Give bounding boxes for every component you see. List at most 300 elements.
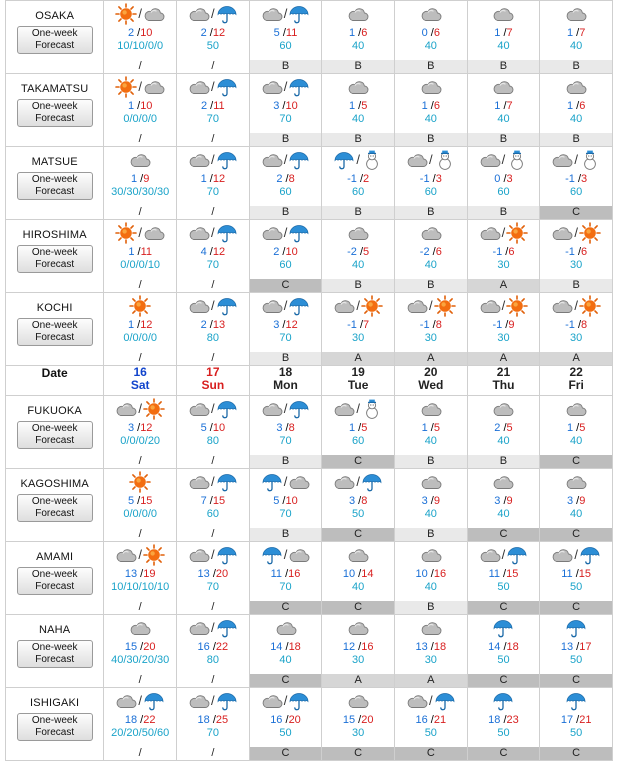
city-name: NAHA (38, 624, 71, 636)
weather-icons (104, 2, 176, 26)
rain-icon (288, 690, 310, 712)
temp-min: 17 (560, 714, 574, 726)
temp-separator: / (355, 495, 362, 507)
temp-separator: / (279, 27, 286, 39)
weather-icons (250, 543, 322, 567)
weather-separator: / (574, 298, 578, 313)
temp-min: 1 (494, 27, 501, 39)
weather-icons (322, 221, 394, 245)
reliability: / (211, 60, 215, 72)
temp-min: 5 (127, 495, 135, 507)
temp-max: 6 (433, 100, 440, 112)
temp-separator: / (427, 27, 434, 39)
weather-separator: / (283, 6, 288, 21)
weather-separator: / (356, 152, 360, 167)
temp-min: -1 (492, 319, 503, 331)
city-name: AMAMI (36, 551, 74, 563)
rain-icon (261, 544, 283, 566)
precipitation-probability: 70 (279, 332, 292, 344)
reliability: / (138, 455, 142, 467)
precipitation-probability: 0/0/0/0 (123, 113, 157, 125)
temp-max: 9 (579, 495, 586, 507)
cloud-icon (188, 222, 210, 244)
temp-separator: / (282, 568, 289, 580)
temp-separator: / (282, 422, 289, 434)
precipitation-probability: 70 (279, 435, 292, 447)
sun-icon (361, 295, 383, 317)
date-cell (177, 366, 250, 396)
forecast-cell (177, 615, 250, 688)
temp-separator: / (500, 714, 507, 726)
temperature (322, 641, 394, 654)
weather-separator: / (211, 401, 215, 416)
reliability: B (395, 206, 467, 219)
precipitation-probability: 50 (497, 727, 510, 739)
precipitation-probability: 70 (206, 113, 219, 125)
temp-separator: / (134, 100, 141, 112)
temp-min: 14 (488, 641, 501, 653)
forecast-cell (467, 74, 540, 147)
reliability: A (395, 352, 467, 365)
weather-separator: / (211, 152, 215, 167)
temp-min: 11 (488, 568, 500, 580)
date-day: 17 (206, 365, 220, 379)
rain-icon (216, 690, 238, 712)
reliability: C (468, 528, 540, 541)
temp-separator: / (427, 100, 434, 112)
cloud-icon (565, 76, 587, 98)
temp-min: 16 (197, 641, 210, 653)
temp-max: 10 (285, 246, 298, 258)
cloud-icon (188, 398, 210, 420)
precipitation-probability: 30 (352, 654, 365, 666)
temp-min: 2 (200, 319, 207, 331)
cloud-icon (333, 398, 355, 420)
cloud-icon (261, 222, 283, 244)
reliability: B (468, 206, 540, 219)
temp-max: 17 (579, 641, 592, 653)
weather-icons (395, 221, 467, 245)
temperature (395, 714, 467, 727)
reliability: C (540, 674, 612, 687)
sun-icon (143, 398, 165, 420)
temp-min: 13 (415, 641, 428, 653)
weather-icons (395, 148, 467, 172)
temp-max: 5 (433, 422, 440, 434)
temp-separator: / (427, 422, 434, 434)
temp-min: 1 (348, 422, 356, 434)
rain-icon (565, 617, 587, 639)
temperature (540, 319, 612, 332)
temp-separator: / (574, 173, 582, 185)
temp-max: 18 (506, 641, 519, 653)
temp-separator: / (206, 422, 213, 434)
temperature (540, 568, 612, 581)
cloud-icon (115, 544, 137, 566)
precipitation-probability: 40 (352, 40, 365, 52)
one-week-forecast-button[interactable]: One-week Forecast (17, 713, 93, 741)
temp-max: 8 (288, 173, 295, 185)
reliability: / (138, 352, 142, 364)
temp-min: 14 (270, 641, 283, 653)
temp-separator: / (355, 641, 362, 653)
temp-max: 7 (363, 319, 370, 331)
temp-separator: / (279, 495, 286, 507)
temperature (177, 641, 249, 654)
temp-separator: / (134, 319, 141, 331)
date-cell (322, 366, 395, 396)
temperature (177, 319, 249, 332)
temp-separator: / (427, 495, 434, 507)
weekly-forecast-table (5, 0, 613, 761)
sun-icon (115, 3, 137, 25)
one-week-forecast-button[interactable]: One-week Forecast (17, 318, 93, 346)
date-day: 19 (351, 365, 365, 379)
one-week-forecast-button[interactable]: One-week Forecast (17, 567, 93, 595)
weather-separator: / (138, 401, 142, 416)
forecast-cell (322, 1, 395, 74)
weather-icons (104, 470, 176, 494)
forecast-cell (322, 220, 395, 293)
precipitation-probability: 70 (279, 508, 292, 520)
city-name: TAKAMATSU (20, 83, 89, 95)
cloud-icon (565, 398, 587, 420)
cloud-icon (420, 398, 442, 420)
weather-separator: / (501, 298, 506, 313)
temp-min: -1 (419, 173, 430, 185)
temp-max: 9 (143, 173, 150, 185)
temp-max: 6 (361, 27, 368, 39)
temp-separator: / (137, 641, 144, 653)
reliability: / (138, 528, 142, 540)
precipitation-probability: 20/20/50/60 (111, 727, 170, 739)
weather-icons (104, 294, 176, 318)
temp-separator: / (573, 714, 580, 726)
sun-icon (143, 544, 165, 566)
cloud-icon (188, 3, 210, 25)
date-weekday: Fri (568, 378, 584, 392)
date-weekday: Sun (201, 378, 225, 392)
weather-icons (177, 148, 249, 172)
temp-min: 15 (124, 641, 138, 653)
date-label-cell (6, 366, 104, 396)
temperature (540, 641, 612, 654)
temp-max: 13 (212, 319, 226, 331)
temperature (250, 246, 322, 259)
temp-separator: / (134, 27, 141, 39)
precipitation-probability: 40 (352, 113, 365, 125)
forecast-cell (394, 220, 467, 293)
temperature (468, 641, 540, 654)
precipitation-probability: 50 (497, 581, 510, 593)
temperature (540, 495, 612, 508)
temp-max: 6 (433, 27, 440, 39)
rain-icon (361, 471, 383, 493)
temp-max: 5 (361, 100, 368, 112)
one-week-forecast-button[interactable]: One-week Forecast (17, 172, 93, 200)
temp-separator: / (500, 422, 507, 434)
temp-max: 21 (433, 714, 447, 726)
temp-min: 1 (566, 422, 574, 434)
weather-icons (104, 397, 176, 421)
temp-max: 15 (506, 568, 519, 580)
weather-icons (104, 148, 176, 172)
one-week-forecast-button[interactable]: One-week Forecast (17, 494, 93, 522)
weather-icons (177, 689, 249, 713)
city-row (6, 396, 613, 469)
weather-icons (468, 616, 540, 640)
city-cell (6, 396, 104, 469)
weather-separator: / (574, 547, 578, 562)
forecast-cell (540, 220, 613, 293)
cloud-icon (333, 471, 355, 493)
temp-min: 2 (201, 100, 208, 112)
weather-icons (322, 2, 394, 26)
precipitation-probability: 30 (497, 259, 510, 271)
rain-icon (333, 149, 355, 171)
temp-min: 10 (415, 568, 428, 580)
temp-max: 25 (215, 714, 229, 726)
temp-max: 7 (506, 27, 513, 39)
temp-separator: / (137, 714, 144, 726)
cloud-icon (551, 222, 573, 244)
temp-min: 1 (127, 319, 135, 331)
precipitation-probability: 60 (279, 186, 292, 198)
weather-icons (540, 543, 612, 567)
temp-separator: / (502, 246, 509, 258)
temp-max: 3 (581, 173, 588, 185)
one-week-forecast-button[interactable]: One-week Forecast (17, 245, 93, 273)
precipitation-probability: 60 (352, 435, 365, 447)
temp-max: 20 (143, 641, 156, 653)
forecast-cell (394, 542, 467, 615)
cloud-icon (347, 617, 369, 639)
temp-separator: / (279, 319, 286, 331)
temp-min: 16 (415, 714, 428, 726)
one-week-forecast-button[interactable]: One-week Forecast (17, 26, 93, 54)
cloud-icon (479, 544, 501, 566)
cloud-icon (143, 3, 165, 25)
weather-separator: / (356, 474, 360, 489)
precipitation-probability: 60 (424, 186, 437, 198)
weather-icons (468, 397, 540, 421)
forecast-cell (104, 1, 177, 74)
weather-separator: / (283, 152, 288, 167)
forecast-cell (540, 469, 613, 542)
forecast-cell (467, 293, 540, 366)
weather-icons (468, 148, 540, 172)
forecast-cell (177, 293, 250, 366)
temperature (322, 568, 394, 581)
date-weekday: Mon (273, 378, 298, 392)
cloud-icon (347, 544, 369, 566)
temperature (177, 714, 249, 727)
temperature (104, 641, 176, 654)
forecast-cell (249, 147, 322, 220)
temp-min: 2 (273, 246, 280, 258)
weather-separator: / (138, 6, 142, 21)
rain-icon (288, 3, 310, 25)
temperature (104, 568, 176, 581)
precipitation-probability: 30 (352, 727, 365, 739)
forecast-cell (467, 1, 540, 74)
precipitation-probability: 0/0/0/20 (120, 435, 161, 447)
city-row (6, 615, 613, 688)
weather-icons (395, 616, 467, 640)
rain-icon (492, 690, 514, 712)
precipitation-probability: 60 (352, 186, 365, 198)
weather-icons (177, 543, 249, 567)
temp-min: 18 (124, 714, 138, 726)
temp-min: 1 (127, 100, 135, 112)
temp-max: 20 (288, 714, 301, 726)
snow-icon (506, 149, 528, 171)
city-cell (6, 615, 104, 688)
temp-separator: / (355, 568, 362, 580)
forecast-cell (322, 542, 395, 615)
temp-min: 2 (276, 173, 283, 185)
temperature (322, 422, 394, 435)
precipitation-probability: 10/10/10/10 (111, 581, 170, 593)
forecast-cell (104, 688, 177, 761)
sun-icon (129, 295, 151, 317)
reliability: / (211, 133, 215, 145)
reliability: / (211, 455, 215, 467)
temp-max: 5 (579, 422, 586, 434)
temp-min: 2 (127, 27, 135, 39)
reliability: B (540, 133, 612, 146)
cloud-icon (261, 690, 283, 712)
forecast-cell (540, 293, 613, 366)
cloud-icon (479, 295, 501, 317)
rain-icon (288, 76, 310, 98)
temp-max: 11 (285, 27, 298, 39)
weather-separator: / (138, 225, 142, 240)
date-cell (467, 366, 540, 396)
temperature (250, 641, 322, 654)
temperature (177, 422, 249, 435)
forecast-cell (394, 615, 467, 688)
temperature (540, 100, 612, 113)
temperature (322, 173, 394, 186)
weather-icons (395, 2, 467, 26)
precipitation-probability: 0/0/0/10 (120, 259, 161, 271)
weather-separator: / (429, 152, 433, 167)
temperature (468, 246, 540, 259)
one-week-forecast-button[interactable]: One-week Forecast (17, 421, 93, 449)
temp-separator: / (355, 100, 362, 112)
temp-max: 6 (579, 100, 586, 112)
precipitation-probability: 40 (424, 259, 437, 271)
temp-max: 12 (285, 319, 298, 331)
reliability: C (540, 206, 612, 219)
date-day: 22 (569, 365, 583, 379)
weather-icons (468, 294, 540, 318)
temp-min: 3 (127, 422, 135, 434)
precipitation-probability: 30 (570, 332, 583, 344)
temp-min: 13 (560, 641, 574, 653)
temp-min: -1 (565, 246, 575, 258)
weather-icons (395, 543, 467, 567)
reliability: / (211, 601, 215, 613)
temp-min: 10 (342, 568, 356, 580)
temp-separator: / (427, 568, 434, 580)
temp-separator: / (355, 422, 362, 434)
temp-max: 10 (212, 422, 226, 434)
reliability: / (138, 133, 142, 145)
snow-icon (579, 149, 601, 171)
temp-separator: / (282, 173, 289, 185)
temp-max: 5 (363, 246, 370, 258)
cloud-icon (143, 76, 165, 98)
temp-min: 12 (342, 641, 356, 653)
forecast-cell (467, 220, 540, 293)
weather-separator: / (574, 152, 578, 167)
cloud-icon (420, 471, 442, 493)
forecast-cell (104, 469, 177, 542)
cloud-icon (492, 76, 514, 98)
cloud-icon (188, 617, 210, 639)
cloud-icon (565, 471, 587, 493)
sun-icon (579, 295, 601, 317)
reliability: B (322, 133, 394, 146)
cloud-icon (420, 222, 442, 244)
temp-min: 16 (270, 714, 283, 726)
forecast-cell (249, 74, 322, 147)
weather-icons (250, 397, 322, 421)
temperature (177, 495, 249, 508)
city-name: ISHIGAKI (30, 697, 80, 709)
temperature (322, 495, 394, 508)
forecast-cell (467, 615, 540, 688)
reliability: C (250, 674, 322, 687)
reliability: B (395, 455, 467, 468)
city-row (6, 688, 613, 761)
weather-icons (322, 75, 394, 99)
forecast-cell (322, 396, 395, 469)
temperature (395, 422, 467, 435)
forecast-cell (467, 469, 540, 542)
reliability: C (250, 279, 322, 292)
cloud-icon (275, 617, 297, 639)
precipitation-probability: 70 (206, 259, 219, 271)
rain-icon (288, 295, 310, 317)
date-weekday: Thu (492, 378, 515, 392)
reliability: / (138, 206, 142, 218)
weather-icons (104, 616, 176, 640)
temperature (468, 568, 540, 581)
weather-icons (540, 2, 612, 26)
precipitation-probability: 70 (206, 581, 219, 593)
weather-separator: / (211, 547, 215, 562)
rain-icon (261, 471, 283, 493)
weather-separator: / (211, 474, 215, 489)
date-day: 18 (278, 365, 293, 379)
temp-max: 15 (578, 568, 592, 580)
reliability: C (395, 747, 467, 760)
temp-max: 23 (506, 714, 519, 726)
weather-icons (177, 2, 249, 26)
temperature (468, 100, 540, 113)
cloud-icon (406, 295, 428, 317)
reliability: A (395, 674, 467, 687)
cloud-icon (115, 690, 137, 712)
one-week-forecast-button[interactable]: One-week Forecast (17, 99, 93, 127)
one-week-forecast-button[interactable]: One-week Forecast (17, 640, 93, 668)
reliability: C (468, 674, 540, 687)
precipitation-probability: 0/0/0/0 (123, 332, 157, 344)
snow-icon (434, 149, 456, 171)
